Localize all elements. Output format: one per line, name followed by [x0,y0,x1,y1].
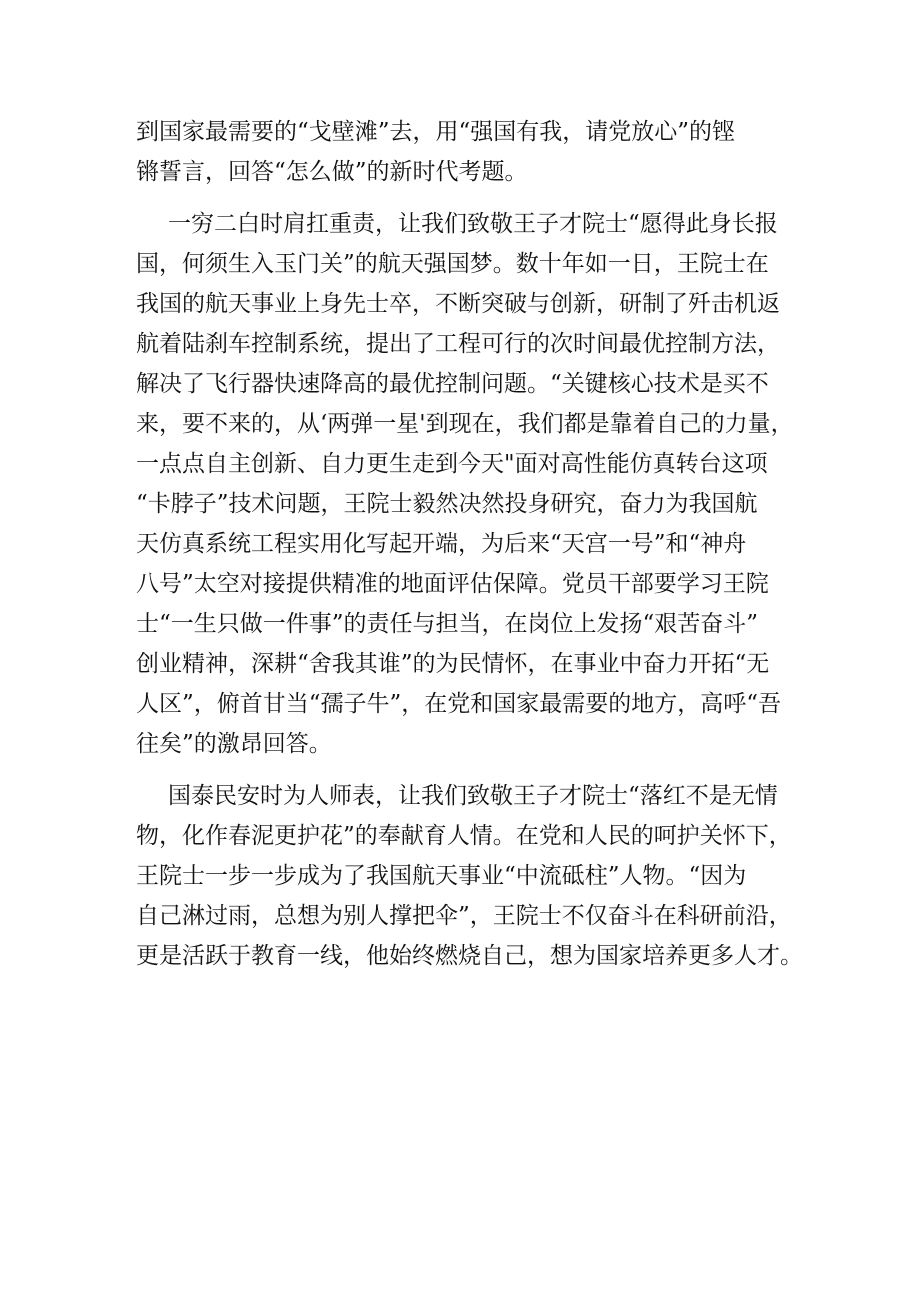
paragraph-2-line-14: 往矣”的激昂回答。 [136,731,332,757]
paragraph-2-line-8: “卡脖子”技术问题，王院士毅然决然投身研究，奋力为我国航 [136,491,758,517]
paragraph-3-line-2: 物，化作春泥更护花”的奉献育人情。在党和人民的呵护关怀下， [136,823,792,849]
paragraph-2-line-5: 解决了飞行器快速降高的最优控制问题。“关键核心技术是买不 [136,371,769,397]
paragraph-2-line-3: 我国的航天事业上身先士卒，不断突破与创新，研制了歼击机返 [136,291,780,317]
paragraph-3-line-3: 王院士一步一步成为了我国航天事业“中流砥柱”人物。“因为 [136,863,747,889]
paragraph-2-line-4: 航着陆刹车控制系统，提出了工程可行的次时间最优控制方法， [136,331,780,357]
paragraph-3-line-1: 国泰民安时为人师表，让我们致敬王子才院士“落红不是无情 [168,783,778,809]
document-body [136,112,808,976]
paragraph-2-line-1: 一穷二白时肩扛重责，让我们致敬王子才院士“愿得此身长报 [168,211,778,237]
paragraph-1-line-1: 到国家最需要的“戈壁滩”去，用“强国有我，请党放心”的铿 [136,119,736,145]
paragraph-2-line-7: 一点点自主创新、自力更生走到今天"面对高性能仿真转台这项 [136,451,768,477]
paragraph-2 [136,204,808,764]
paragraph-3 [136,776,808,976]
paragraph-1-line-2: 锵誓言，回答“怎么做”的新时代考题。 [136,159,528,185]
paragraph-2-line-11: 士“一生只做一件事”的责任与担当，在岗位上发扬“艰苦奋斗” [136,611,759,637]
paragraph-2-line-2: 国，何须生入玉门关”的航天强国梦。数十年如一日，王院士在 [136,251,769,277]
paragraph-2-line-6: 来，要不来的，从‘两弹一星'到现在，我们都是靠着自己的力量， [136,411,794,437]
paragraph-2-line-10: 八号”太空对接提供精准的地面评估保障。党员干部要学习王院 [136,571,769,597]
paragraph-1 [136,112,808,192]
paragraph-2-line-12: 创业精神，深耕“舍我其谁”的为民情怀，在事业中奋力开拓“无 [136,651,770,677]
paragraph-3-line-4: 自己淋过雨，总想为别人撑把伞”，王院士不仅奋斗在科研前沿， [136,903,792,929]
paragraph-2-line-9: 天仿真系统工程实用化写起开端，为后来“天宫一号”和“神舟 [136,531,747,557]
paragraph-3-line-5: 更是活跃于教育一线，他始终燃烧自己，想为国家培养更多人才。 [136,943,803,969]
paragraph-2-line-13: 人区”，俯首甘当“孺子牛”，在党和国家最需要的地方，高呼“吾 [136,691,782,717]
